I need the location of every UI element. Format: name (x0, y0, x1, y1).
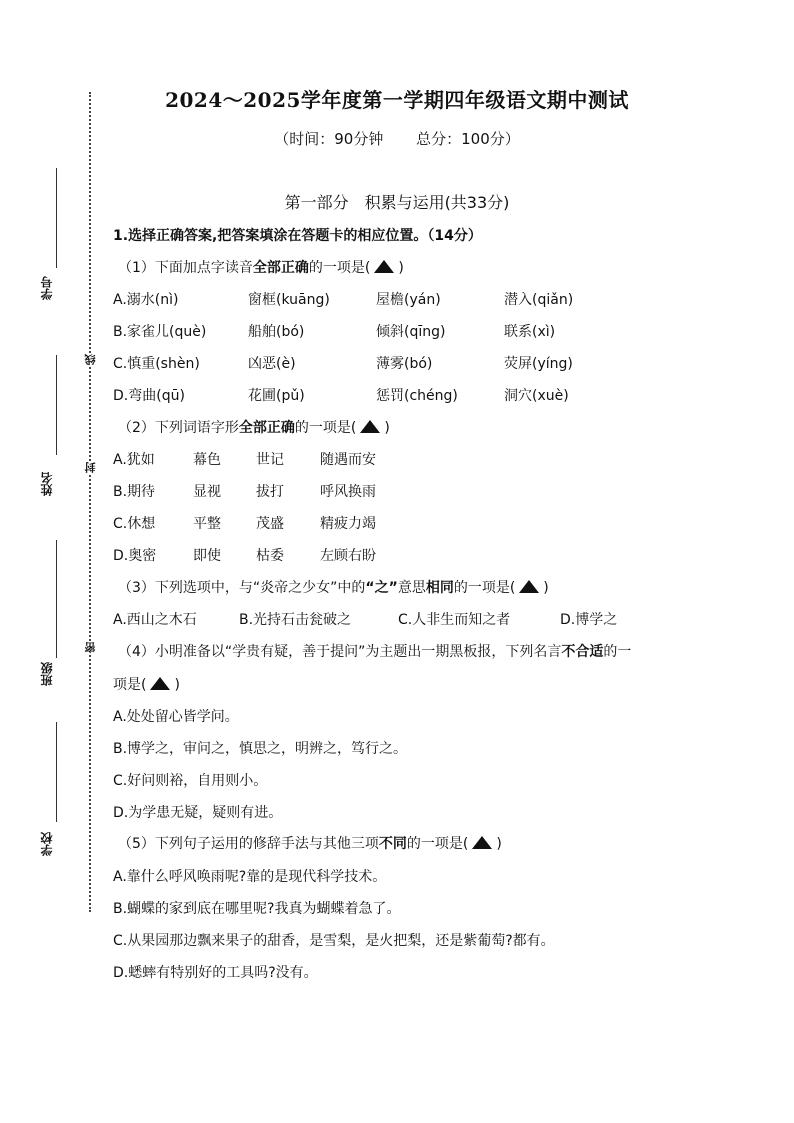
part-title: 第一部分 积累与运用(共33分) (284, 193, 510, 212)
option: 随遇而安 (320, 452, 376, 468)
answer-triangle-icon (360, 420, 380, 433)
option[interactable]: C.慎重(shèn) (113, 356, 200, 372)
sub1-prompt: （1）下面加点字读音全部正确的一项是( ) (118, 260, 404, 276)
name-label: 姓名 (40, 472, 54, 496)
option[interactable]: D.蟋蟀有特别好的工具吗?没有。 (113, 965, 318, 981)
sub4-prompt-line2: 项是( ) (113, 677, 180, 693)
option[interactable]: D.弯曲(qū) (113, 388, 185, 404)
option[interactable]: A.靠什么呼风唤雨呢?靠的是现代科学技术。 (113, 869, 387, 885)
exam-title: 2024～2025学年度第一学期四年级语文期中测试 (165, 88, 629, 112)
option: 潜入(qiǎn) (504, 292, 574, 308)
option: 船舶(bó) (248, 324, 305, 340)
binding-char-seal: 封 (84, 462, 97, 473)
option[interactable]: B.博学之，审问之，慎思之，明辨之，笃行之。 (113, 741, 408, 757)
option[interactable]: A.溺水(nì) (113, 292, 179, 308)
option: 平整 (193, 516, 221, 532)
sub5-prompt: （5）下列句子运用的修辞手法与其他三项不同的一项是( ) (118, 836, 502, 852)
option: 精疲力竭 (320, 516, 376, 532)
exam-subtitle (0, 128, 794, 149)
option: 凶恶(è) (248, 356, 296, 372)
option[interactable]: B.家雀儿(què) (113, 324, 207, 340)
option: 花圃(pǔ) (248, 388, 305, 404)
option[interactable]: A.西山之木石 (113, 612, 197, 628)
sub4-prompt: （4）小明准备以“学贵有疑，善于提问”为主题出一期黑板报，下列名言不合适的一 (118, 644, 632, 660)
class-label: 班级 (40, 662, 54, 686)
exam-score: 总分：100分） (416, 130, 520, 148)
option: 屋檐(yán) (376, 292, 441, 308)
q1-heading: 1.选择正确答案,把答案填涂在答题卡的相应位置。（14分） (113, 228, 482, 244)
option: 洞穴(xuè) (504, 388, 569, 404)
option: 世记 (256, 452, 284, 468)
option: 茂盛 (256, 516, 284, 532)
option[interactable]: C.好问则裕，自用则小。 (113, 773, 268, 789)
option: 显视 (193, 484, 221, 500)
class-line (56, 540, 57, 658)
student-id-line (56, 168, 57, 268)
option[interactable]: D.为学患无疑，疑则有进。 (113, 805, 283, 821)
school-label: 学校 (40, 832, 54, 856)
answer-triangle-icon (472, 836, 492, 849)
binding-char-secret: 密 (84, 642, 97, 653)
option: 联系(xì) (504, 324, 556, 340)
option[interactable]: B.期待 (113, 484, 156, 500)
option: 惩罚(chéng) (376, 388, 458, 404)
option: 幕色 (193, 452, 221, 468)
option[interactable]: B.光持石击瓮破之 (239, 612, 352, 628)
answer-triangle-icon (374, 260, 394, 273)
option[interactable]: C.休想 (113, 516, 156, 532)
option[interactable]: A.处处留心皆学问。 (113, 709, 239, 725)
option: 拔打 (256, 484, 284, 500)
option: 薄雾(bó) (376, 356, 433, 372)
name-line (56, 355, 57, 455)
option: 即使 (193, 548, 221, 564)
school-line (56, 722, 57, 822)
option: 窗框(kuāng) (248, 292, 330, 308)
option: 荧屏(yíng) (504, 356, 573, 372)
option: 左顾右盼 (320, 548, 376, 564)
sub3-prompt: （3）下列选项中，与“炎帝之少女”中的“之”意思相同的一项是( ) (118, 580, 549, 596)
binding-char-line: 线 (84, 354, 97, 365)
option: 倾斜(qīng) (376, 324, 446, 340)
option[interactable]: D.博学之 (560, 612, 618, 628)
student-id-label: 学号 (40, 276, 54, 300)
exam-time: （时间：90分钟 (274, 130, 384, 148)
answer-triangle-icon (519, 580, 539, 593)
option[interactable]: D.奥密 (113, 548, 157, 564)
option[interactable]: B.蝴蝶的家到底在哪里呢?我真为蝴蝶着急了。 (113, 901, 401, 917)
option: 枯委 (256, 548, 284, 564)
binding-dotted-line (89, 92, 91, 912)
answer-triangle-icon (150, 677, 170, 690)
sub2-prompt: （2）下列词语字形全部正确的一项是( ) (118, 420, 390, 436)
option[interactable]: C.人非生而知之者 (398, 612, 511, 628)
option[interactable]: C.从果园那边飘来果子的甜香，是雪梨，是火把梨，还是紫葡萄?都有。 (113, 933, 555, 949)
option[interactable]: A.犹如 (113, 452, 155, 468)
option: 呼风换雨 (320, 484, 376, 500)
